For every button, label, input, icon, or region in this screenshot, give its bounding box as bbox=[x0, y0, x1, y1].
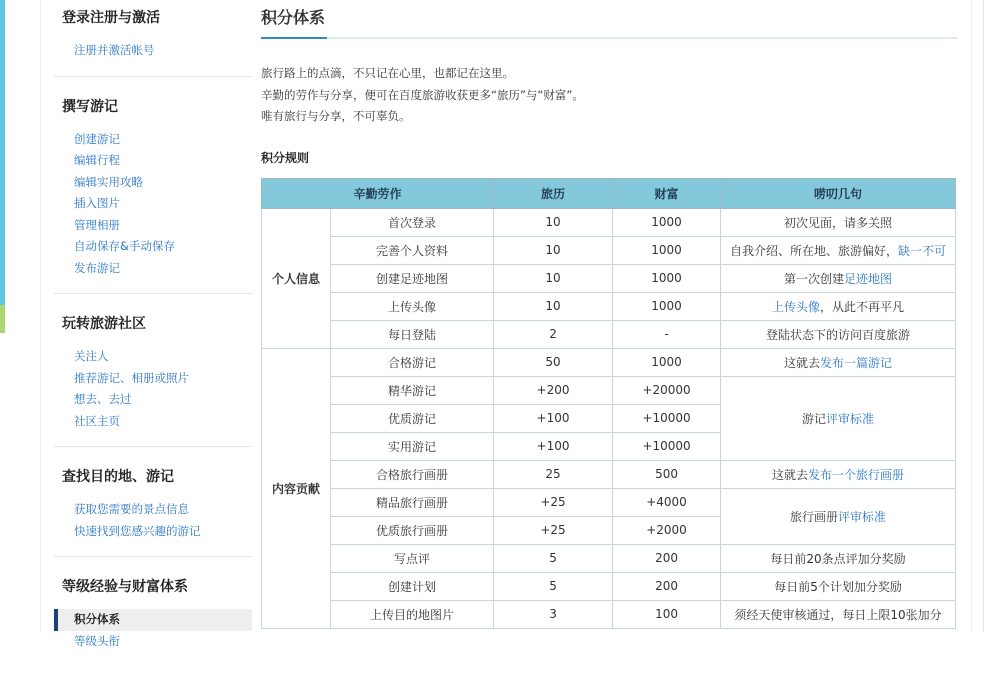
sidebar-item-recommend[interactable]: 推荐游记、相册或照片 bbox=[74, 370, 189, 385]
cell-caifu: +2000 bbox=[613, 516, 721, 544]
sidebar-item-edit-itinerary[interactable]: 编辑行程 bbox=[74, 153, 120, 167]
right-divider bbox=[983, 0, 984, 632]
note-link[interactable]: 缺一不可 bbox=[898, 243, 947, 258]
rules-heading: 积分规则 bbox=[261, 150, 310, 165]
page-title: 积分体系 bbox=[261, 8, 326, 27]
cell-caifu: 200 bbox=[613, 572, 721, 600]
travelogue-criteria-link[interactable]: 评审标准 bbox=[826, 411, 875, 426]
cell-lvli: +200 bbox=[494, 376, 613, 404]
column-header-task: 辛勤劳作 bbox=[262, 178, 494, 208]
cell-task: 完善个人资料 bbox=[331, 236, 494, 264]
sidebar-item-follow[interactable]: 关注人 bbox=[74, 349, 109, 363]
cell-caifu: 200 bbox=[613, 544, 721, 572]
sidebar-item-scenic-info[interactable]: 获取您需要的景点信息 bbox=[74, 502, 189, 516]
sidebar-section-search bbox=[54, 467, 252, 557]
intro-line: 唯有旅行与分享，不可辜负。 bbox=[261, 109, 411, 123]
cell-lvli: +25 bbox=[494, 516, 613, 544]
cell-task: 精品旅行画册 bbox=[331, 488, 494, 516]
cell-task: 优质游记 bbox=[331, 404, 494, 432]
sidebar-section-community bbox=[54, 314, 252, 447]
cell-lvli: +100 bbox=[494, 432, 613, 460]
sidebar-item-insert-image[interactable]: 插入图片 bbox=[74, 196, 120, 210]
sidebar-section-title: 等级经验与财富体系 bbox=[62, 579, 188, 595]
table-row bbox=[262, 572, 956, 600]
cell-note: 登陆状态下的访问百度旅游 bbox=[721, 320, 956, 348]
table-row bbox=[262, 320, 956, 348]
sidebar-section-login bbox=[54, 0, 252, 77]
cell-note bbox=[721, 348, 956, 376]
cell-note bbox=[721, 376, 956, 460]
sidebar-section-write bbox=[54, 97, 252, 295]
column-header-note: 唠叨几句 bbox=[721, 178, 956, 208]
left-accent-bar bbox=[0, 0, 5, 305]
table-row bbox=[262, 460, 956, 488]
sidebar-item-publish[interactable]: 发布游记 bbox=[74, 260, 120, 275]
table-row bbox=[262, 348, 956, 376]
cell-lvli: 25 bbox=[494, 460, 613, 488]
sidebar-section-title: 玩转旅游社区 bbox=[62, 316, 146, 332]
main-content bbox=[261, 0, 957, 629]
cell-task: 每日登陆 bbox=[331, 320, 494, 348]
publish-travelogue-link[interactable]: 发布一篇游记 bbox=[820, 355, 893, 370]
sidebar-item-manage-album[interactable]: 管理相册 bbox=[74, 217, 120, 232]
cell-note: 须经天使审核通过，每日上限10张加分 bbox=[721, 600, 956, 628]
cell-caifu: - bbox=[613, 320, 721, 348]
cell-lvli: 10 bbox=[494, 264, 613, 292]
cell-note bbox=[721, 488, 956, 544]
cell-task: 首次登录 bbox=[331, 208, 494, 236]
sidebar-item-points-system[interactable]: 积分体系 bbox=[54, 609, 252, 631]
cell-task: 上传头像 bbox=[331, 292, 494, 320]
cell-task: 上传目的地图片 bbox=[331, 600, 494, 628]
sidebar bbox=[54, 0, 252, 686]
cell-caifu: +10000 bbox=[613, 432, 721, 460]
cell-task: 精华游记 bbox=[331, 376, 494, 404]
table-row bbox=[262, 376, 956, 404]
sidebar-item-create-travelogue[interactable]: 创建游记 bbox=[74, 131, 120, 146]
cell-caifu: 1000 bbox=[613, 292, 721, 320]
cell-lvli: 3 bbox=[494, 600, 613, 628]
footprint-map-link[interactable]: 足迹地图 bbox=[844, 271, 893, 286]
left-accent-bar-lower bbox=[0, 305, 5, 333]
cell-lvli: +100 bbox=[494, 404, 613, 432]
column-header-caifu: 财富 bbox=[613, 178, 721, 208]
note-text: 这就去 bbox=[772, 467, 809, 482]
cell-note: 初次见面，请多关照 bbox=[721, 208, 956, 236]
table-row bbox=[262, 544, 956, 572]
note-text: 第一次创建 bbox=[784, 271, 845, 286]
points-table bbox=[261, 178, 956, 629]
intro-line: 旅行路上的点滴，不只记在心里，也都记在这里。 bbox=[261, 66, 514, 80]
cell-caifu: 100 bbox=[613, 600, 721, 628]
column-header-lvli: 旅历 bbox=[494, 178, 613, 208]
sidebar-section-title: 查找目的地、游记 bbox=[62, 469, 174, 485]
note-text: 这就去 bbox=[784, 355, 821, 370]
note-text: 自我介绍、所在地、旅游偏好， bbox=[730, 243, 899, 258]
table-row bbox=[262, 208, 956, 236]
cell-lvli: 5 bbox=[494, 572, 613, 600]
cell-lvli: 10 bbox=[494, 236, 613, 264]
sidebar-section-level bbox=[54, 577, 252, 666]
cell-note bbox=[721, 460, 956, 488]
cell-task: 合格旅行画册 bbox=[331, 460, 494, 488]
sidebar-section-title: 撰写游记 bbox=[62, 98, 118, 115]
album-criteria-link[interactable]: 评审标准 bbox=[838, 509, 887, 524]
cell-task: 合格游记 bbox=[331, 348, 494, 376]
cell-note bbox=[721, 236, 956, 264]
publish-album-link[interactable]: 发布一个旅行画册 bbox=[808, 467, 905, 482]
cell-note: 每日前5个计划加分奖励 bbox=[721, 572, 956, 600]
cell-lvli: 10 bbox=[494, 208, 613, 236]
note-text: 游记 bbox=[802, 411, 827, 426]
cell-lvli: +25 bbox=[494, 488, 613, 516]
sidebar-item-autosave[interactable]: 自动保存&手动保存 bbox=[74, 239, 175, 253]
cell-caifu: 500 bbox=[613, 460, 721, 488]
page-container bbox=[40, 0, 972, 648]
intro-line: 辛勤的劳作与分享，便可在百度旅游收获更多“旅历”与“财富”。 bbox=[261, 87, 584, 102]
cell-lvli: 2 bbox=[494, 320, 613, 348]
cell-caifu: 1000 bbox=[613, 348, 721, 376]
title-underline bbox=[261, 37, 957, 39]
sidebar-item-register-activate[interactable]: 注册并激活帐号 bbox=[74, 43, 155, 57]
sidebar-item-level-title[interactable]: 等级头衔 bbox=[74, 633, 120, 648]
cell-task: 创建足迹地图 bbox=[331, 264, 494, 292]
cell-caifu: +4000 bbox=[613, 488, 721, 516]
cell-note bbox=[721, 292, 956, 320]
table-row bbox=[262, 292, 956, 320]
upload-avatar-link[interactable]: 上传头像 bbox=[772, 299, 821, 314]
sidebar-item-want-been[interactable]: 想去、去过 bbox=[74, 392, 132, 406]
group-personal-info: 个人信息 bbox=[262, 208, 331, 348]
group-content-contribution: 内容贡献 bbox=[262, 348, 331, 628]
cell-lvli: 50 bbox=[494, 348, 613, 376]
note-text: 旅行画册 bbox=[790, 509, 839, 524]
cell-note: 每日前20条点评加分奖励 bbox=[721, 544, 956, 572]
sidebar-item-community-home[interactable]: 社区主页 bbox=[74, 413, 120, 428]
cell-lvli: 10 bbox=[494, 292, 613, 320]
sidebar-item-edit-guide[interactable]: 编辑实用攻略 bbox=[74, 174, 143, 189]
sidebar-item-find-travelogue[interactable]: 快速找到您感兴趣的游记 bbox=[74, 523, 201, 538]
table-row bbox=[262, 600, 956, 628]
note-text: ，从此不再平凡 bbox=[820, 299, 905, 314]
cell-note bbox=[721, 264, 956, 292]
cell-caifu: 1000 bbox=[613, 264, 721, 292]
cell-caifu: +10000 bbox=[613, 404, 721, 432]
sidebar-section-title: 登录注册与激活 bbox=[62, 10, 160, 26]
table-row bbox=[262, 264, 956, 292]
table-row bbox=[262, 488, 956, 516]
cell-lvli: 5 bbox=[494, 544, 613, 572]
intro-text bbox=[261, 63, 957, 128]
cell-task: 写点评 bbox=[331, 544, 494, 572]
table-row bbox=[262, 236, 956, 264]
cell-caifu: 1000 bbox=[613, 236, 721, 264]
cell-task: 创建计划 bbox=[331, 572, 494, 600]
cell-task: 实用游记 bbox=[331, 432, 494, 460]
table-header-row bbox=[262, 178, 956, 208]
cell-caifu: +20000 bbox=[613, 376, 721, 404]
cell-caifu: 1000 bbox=[613, 208, 721, 236]
cell-task: 优质旅行画册 bbox=[331, 516, 494, 544]
